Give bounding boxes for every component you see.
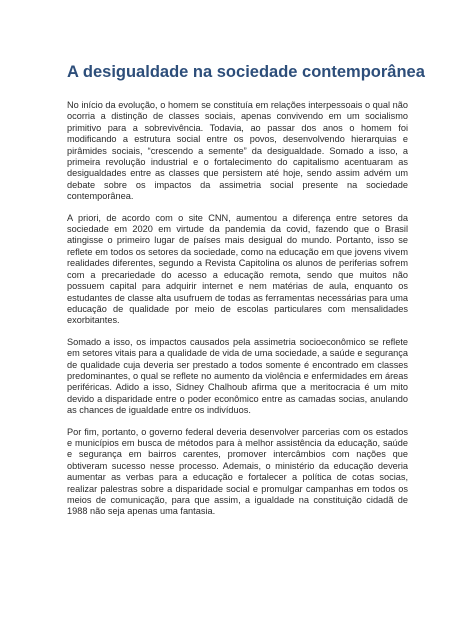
paragraph-introduction: No início da evolução, o homem se constituía em relações interpessoais o qual não ocorria a distinção de classes sociais, apenas convivendo em um socialismo primitivo para a sobrevivência. Todavia, ao passar dos anos o homem foi modificando a estrutura social entre os povos, desenvolvendo hierarquias e pirâmides sociais, “crescendo a semente” da desigualdade. Somado a isso, a primeira revolução industrial e o fortalecimento do capitalismo acentuaram as desigualdades entre as classes que persistem até hoje, sendo assim advém um debate sobre os impactos da assimetria social presente na sociedade contemporânea. <box>67 100 408 202</box>
document-title: A desigualdade na sociedade contemporânea <box>67 63 425 81</box>
paragraph-conclusion: Por fim, portanto, o governo federal deveria desenvolver parcerias com os estados e municípios em busca de métodos para à melhor assistência da educação, saúde e segurança em bairros carentes, promover intercâmbios com nações que obtiveram sucesso nesse processo. Ademais, o ministério da educação deveria aumentar as verbas para a educação e fortalecer a política de cotas socias, realizar palestras sobre a disparidade social e promulgar campanhas em todos os meios de comunicação, para que assim, a igualdade na constituição cidadã de 1988 não seja apenas uma fantasia. <box>67 426 408 517</box>
paragraph-development-1: A priori, de acordo com o site CNN, aumentou a diferença entre setores da sociedade em 2020 em virtude da pandemia da covid, fazendo que o Brasil atingisse o primeiro lugar de países mais desigual do mundo. Portanto, isso se reflete em todos os setores da sociedade, como na educação em que jovens vivem realidades diferentes, segundo a Revista Capitolina os alunos de periferias sofrem com a precariedade do acesso a educação remota, sendo que muitos não possuem capital para adquirir internet e nem matérias de aula, enquanto os estudantes de classe alta usufruem de todas as ferramentas necessárias para uma educação de qualidade por meio de escolas particulares com mensalidades exorbitantes. <box>67 212 408 326</box>
paragraph-development-2: Somado a isso, os impactos causados pela assimetria socioeconômico se reflete em setores vitais para a qualidade de vida de uma sociedade, a saúde e segurança de qualidade cuja deveria ser prestado a todos somente é encontrado em classes predominantes, o qual se reflete no aumento da violência e enfermidades em áreas periféricas. Adido a isso, Sidney Chalhoub afirma que a meritocracia é um mito devido a disparidade entre o poder econômico entre as camadas socias, anulando as chances de igualdade entre os indivíduos. <box>67 336 408 416</box>
document-body <box>67 62 425 528</box>
